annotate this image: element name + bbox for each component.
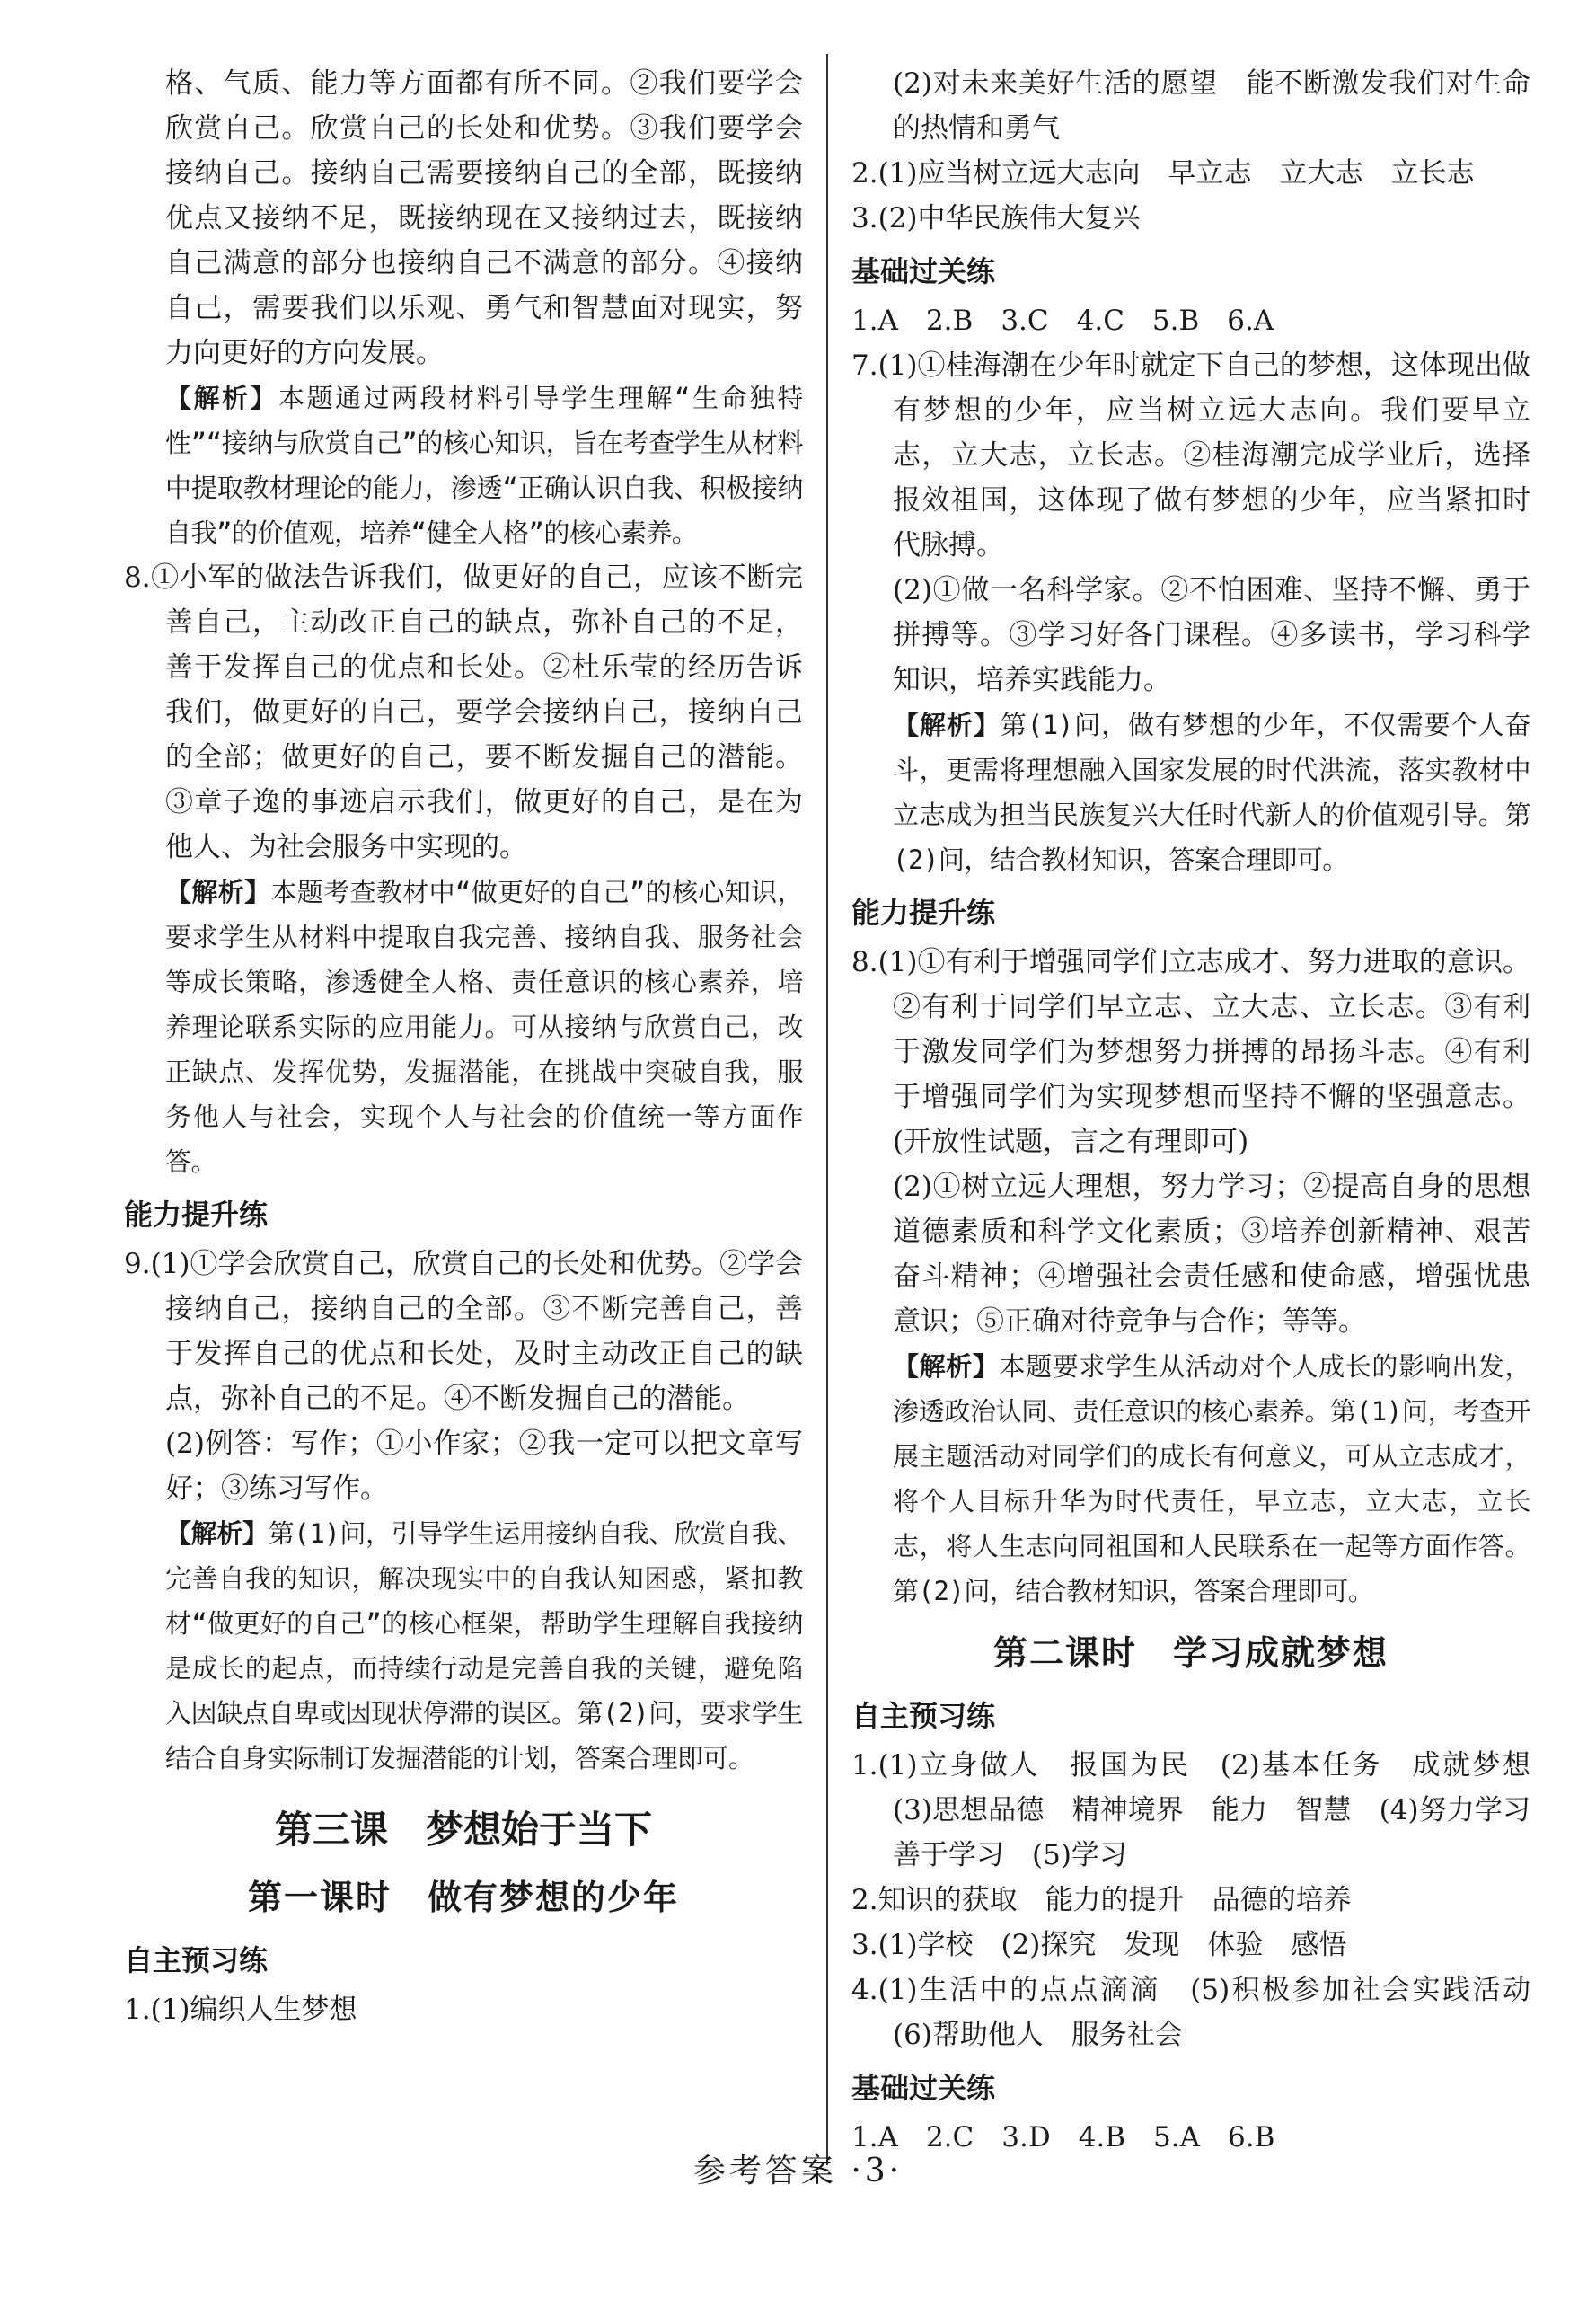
analysis-tag: 【解析】 bbox=[893, 1351, 1000, 1382]
preview-answer-1: 1.(1)编织人生梦想 bbox=[124, 1994, 357, 2026]
preview-answer-4: 4.(1)生活中的点点滴滴 (5)积极参加社会实践活动 (6)帮助他人 服务社会 bbox=[851, 1974, 1558, 2051]
preview-answer-2: 2.(1)应当树立远大志向 早立志 立大志 立长志 bbox=[851, 157, 1475, 190]
answer-7-part1: 7.(1)①桂海潮在少年时就定下自己的梦想，这体现出做有梦想的少年，应当树立远大志向。我们要早立志，立大志，立长志。②桂海潮完成学业后，选择报效祖国，这体现了做有梦想的少年，应当紧扣时代脉搏。 bbox=[851, 349, 1530, 562]
left-column bbox=[124, 61, 803, 2032]
preview-answer-3: 3.(1)学校 (2)探究 发现 体验 感悟 bbox=[851, 1929, 1347, 1961]
analysis-tag: 【解析】 bbox=[165, 877, 271, 907]
section-heading: 基础过关练 bbox=[851, 254, 996, 288]
preview-answer-1-2: (2)对未来美好生活的愿望 能不断激发我们对生命的热情和勇气 bbox=[893, 67, 1530, 145]
analysis-9: 【解析】第(1)问，引导学生运用接纳自我、欣赏自我、完善自我的知识，解决现实中的自我认知困惑，紧扣教材“做更好的自己”的核心框架，帮助学生理解自我接纳是成长的起点，而持续行动是完善自我的关键，避免陷入因缺点自卑或因现状停滞的误区。第(2)问，要求学生结合自身实际制订发掘潜能的计划，答案合理即可。 bbox=[165, 1518, 803, 1773]
answer-8-part1: 8.(1)①有利于增强同学们立志成才、努力进取的意识。②有利于同学们早立志、立大志、立长志。③有利于激发同学们为梦想努力拼搏的昂扬斗志。④有利于增强同学们为实现梦想而坚持不懈的坚强意志。(开放性试题，言之有理即可) bbox=[851, 946, 1530, 1158]
preview-answer-1: 1.(1)立身做人 报国为民 (2)基本任务 成就梦想 (3)思想品德 精神境界 能力 智慧 (4)努力学习 善于学习 (5)学习 bbox=[851, 1749, 1558, 1871]
answer-7-part2: (2)①做一名科学家。②不怕困难、坚持不懈、勇于拼搏等。③学习好各门课程。④多读书，学习科学知识，培养实践能力。 bbox=[893, 574, 1530, 696]
analysis-tag: 【解析】 bbox=[165, 383, 279, 413]
answer-9-part1: 9.(1)①学会欣赏自己，欣赏自己的长处和优势。②学会接纳自己，接纳自己的全部。③不断完善自己，善于发挥自己的优点和长处，及时主动改正自己的缺点，弥补自己的不足。④不断发掘自己的潜能。 bbox=[124, 1248, 803, 1415]
lesson-title: 第三课 梦想始于当下 bbox=[274, 1808, 652, 1852]
section-heading: 自主预习练 bbox=[851, 1699, 996, 1733]
analysis-7: 【解析】本题通过两段材料引导学生理解“生命独特性”“接纳与欣赏自己”的核心知识，旨在考查学生从材料中提取教材理论的能力，渗透“正确认识自我、积极接纳自我”的价值观，培养“健全人格”的核心素养。 bbox=[165, 383, 803, 548]
period-title: 第二课时 学习成就梦想 bbox=[992, 1632, 1389, 1673]
answer-8-part2: (2)①树立远大理想，努力学习；②提高自身的思想道德素质和科学文化素质；③培养创新精神、艰苦奋斗精神；④增强社会责任感和使命感，增强忧患意识；⑤正确对待竞争与合作；等等。 bbox=[893, 1171, 1530, 1338]
column-divider bbox=[826, 54, 828, 2165]
section-heading: 能力提升练 bbox=[124, 1198, 269, 1232]
analysis-8: 【解析】本题要求学生从活动对个人成长的影响出发，渗透政治认同、责任意识的核心素养。第(1)问，考查开展主题活动对同学们的成长有何意义，可从立志成才，将个人目标升华为时代责任，早立志，立大志，立长志，将人生志向同祖国和人民联系在一起等方面作答。第(2)问，结合教材知识，答案合理即可。 bbox=[893, 1351, 1530, 1606]
section-heading: 基础过关练 bbox=[851, 2071, 996, 2105]
analysis-7: 【解析】第(1)问，做有梦想的少年，不仅需要个人奋斗，更需将理想融入国家发展的时代洪流，落实教材中立志成为担当民族复兴大任时代新人的价值观引导。第(2)问，结合教材知识，答案合理即可。 bbox=[893, 710, 1530, 875]
multiple-choice-answers: 1.A 2.C 3.D 4.B 5.A 6.B bbox=[851, 2121, 1275, 2153]
preview-answer-3: 3.(2)中华民族伟大复兴 bbox=[851, 202, 1141, 234]
multiple-choice-answers: 1.A 2.B 3.C 4.C 5.B 6.A bbox=[851, 305, 1274, 337]
section-heading: 自主预习练 bbox=[124, 1943, 269, 1977]
preview-answer-2: 2.知识的获取 能力的提升 品德的培养 bbox=[851, 1884, 1352, 1916]
analysis-tag: 【解析】 bbox=[165, 1518, 269, 1549]
answer-7-continued: 格、气质、能力等方面都有所不同。②我们要学会欣赏自己。欣赏自己的长处和优势。③我们要学会接纳自己。接纳自己需要接纳自己的全部，既接纳优点又接纳不足，既接纳现在又接纳过去，既接纳自己满意的部分也接纳自己不满意的部分。④接纳自己，需要我们以乐观、勇气和智慧面对现实，努力向更好的方向发展。 bbox=[165, 67, 803, 369]
analysis-8: 【解析】本题考查教材中“做更好的自己”的核心知识，要求学生从材料中提取自我完善、接纳自我、服务社会等成长策略，渗透健全人格、责任意识的核心素养，培养理论联系实际的应用能力。可从接纳与欣赏自己，改正缺点、发挥优势，发掘潜能，在挑战中突破自我，服务他人与社会，实现个人与社会的价值统一等方面作答。 bbox=[165, 877, 803, 1177]
page-footer: 参考答案 ·3· bbox=[692, 2153, 904, 2189]
analysis-tag: 【解析】 bbox=[893, 710, 1001, 740]
answer-8: 8.①小军的做法告诉我们，做更好的自己，应该不断完善自己，主动改正自己的缺点，弥补自己的不足，善于发挥自己的优点和长处。②杜乐莹的经历告诉我们，做更好的自己，要学会接纳自己，接纳自己的全部；做更好的自己，要不断发掘自己的潜能。③章子逸的事迹启示我们，做更好的自己，是在为他人、为社会服务中实现的。 bbox=[124, 562, 803, 863]
section-heading: 能力提升练 bbox=[851, 896, 996, 930]
answer-9-part2: (2)例答：写作；①小作家；②我一定可以把文章写好；③练习写作。 bbox=[165, 1428, 803, 1505]
right-column bbox=[851, 61, 1558, 2160]
period-title: 第一课时 做有梦想的少年 bbox=[247, 1877, 679, 1917]
